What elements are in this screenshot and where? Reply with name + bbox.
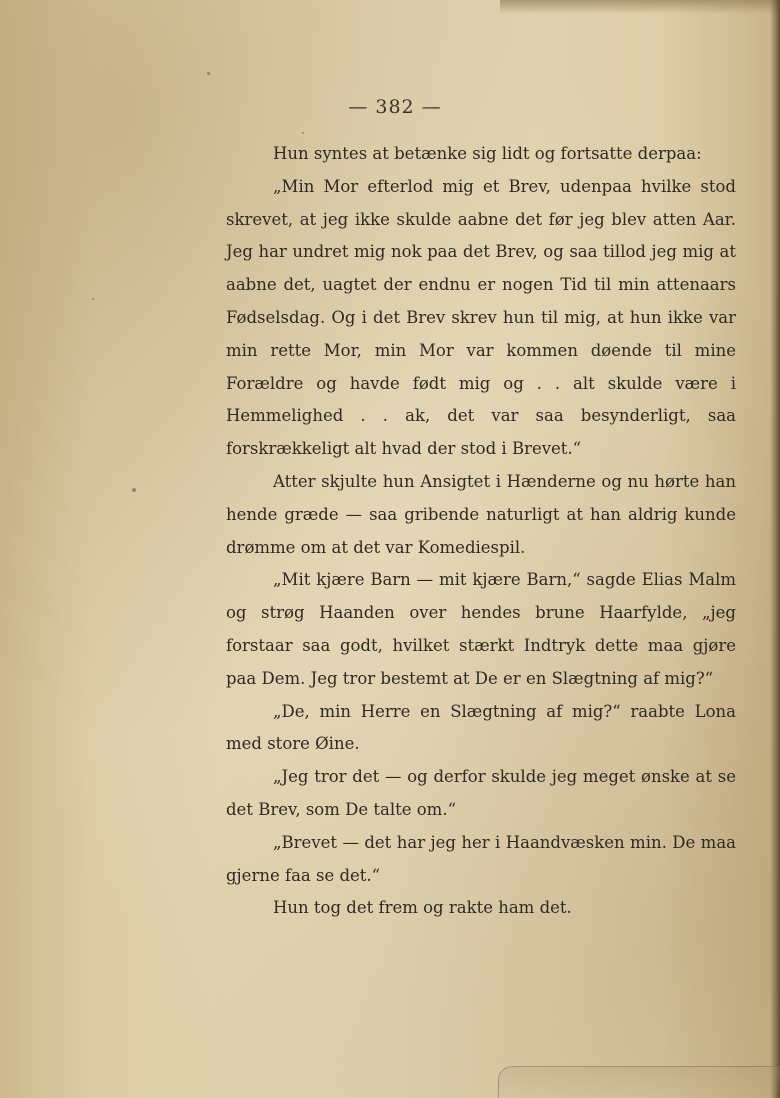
- body-text: [226, 138, 736, 925]
- paragraph: „Mit kjære Barn — mit kjære Barn,“ sagde Elias Malm og strøg Haanden over hendes brune Haarfylde, „jeg forstaar saa godt, hvilket stærkt Indtryk dette maa gjøre paa Dem. Jeg tror bestemt at De er en Slægtning af mig?“: [226, 570, 736, 688]
- paper-speck: [92, 298, 94, 300]
- paper-speck: [302, 132, 304, 134]
- paper-speck: [207, 72, 210, 75]
- paragraph: Hun tog det frem og rakte ham det.: [273, 898, 572, 918]
- paragraph: „Jeg tror det — og derfor skulde jeg meget ønske at se det Brev, som De talte om.“: [226, 767, 736, 819]
- paragraph: „Min Mor efterlod mig et Brev, udenpaa hvilke stod skrevet, at jeg ikke skulde aabne det før jeg blev atten Aar. Jeg har undret mig nok paa det Brev, og saa tillod jeg mig at aabne det, uagtet der endnu er nogen Tid til min attenaars Fødselsdag. Og i det Brev skrev hun til mig, at hun ikke var min rette Mor, min Mor var kommen døende til mine Forældre og havde født mig og . . alt skulde være i Hemmelighed . . ak, det var saa besynderligt, saa forskrækkeligt alt hvad der stod i Brevet.“: [226, 176, 736, 459]
- paragraph: Hun syntes at betænke sig lidt og fortsatte derpaa:: [273, 144, 702, 163]
- page-number: — 382 —: [348, 96, 442, 118]
- page-edge-shadow: [500, 0, 780, 14]
- book-spine-edge: [770, 0, 780, 1098]
- paragraph: Atter skjulte hun Ansigtet i Hænderne og nu hørte han hende græde — saa gribende naturligt at han aldrig kunde drømme om at det var Komediespil.: [226, 471, 736, 557]
- page-fold: [498, 1066, 780, 1098]
- paper-speck: [132, 488, 136, 492]
- paragraph: „Brevet — det har jeg her i Haandvæsken min. De maa gjerne faa se det.“: [226, 832, 736, 885]
- paragraph: „De, min Herre en Slægtning af mig?“ raabte Lona med store Øine.: [226, 701, 736, 754]
